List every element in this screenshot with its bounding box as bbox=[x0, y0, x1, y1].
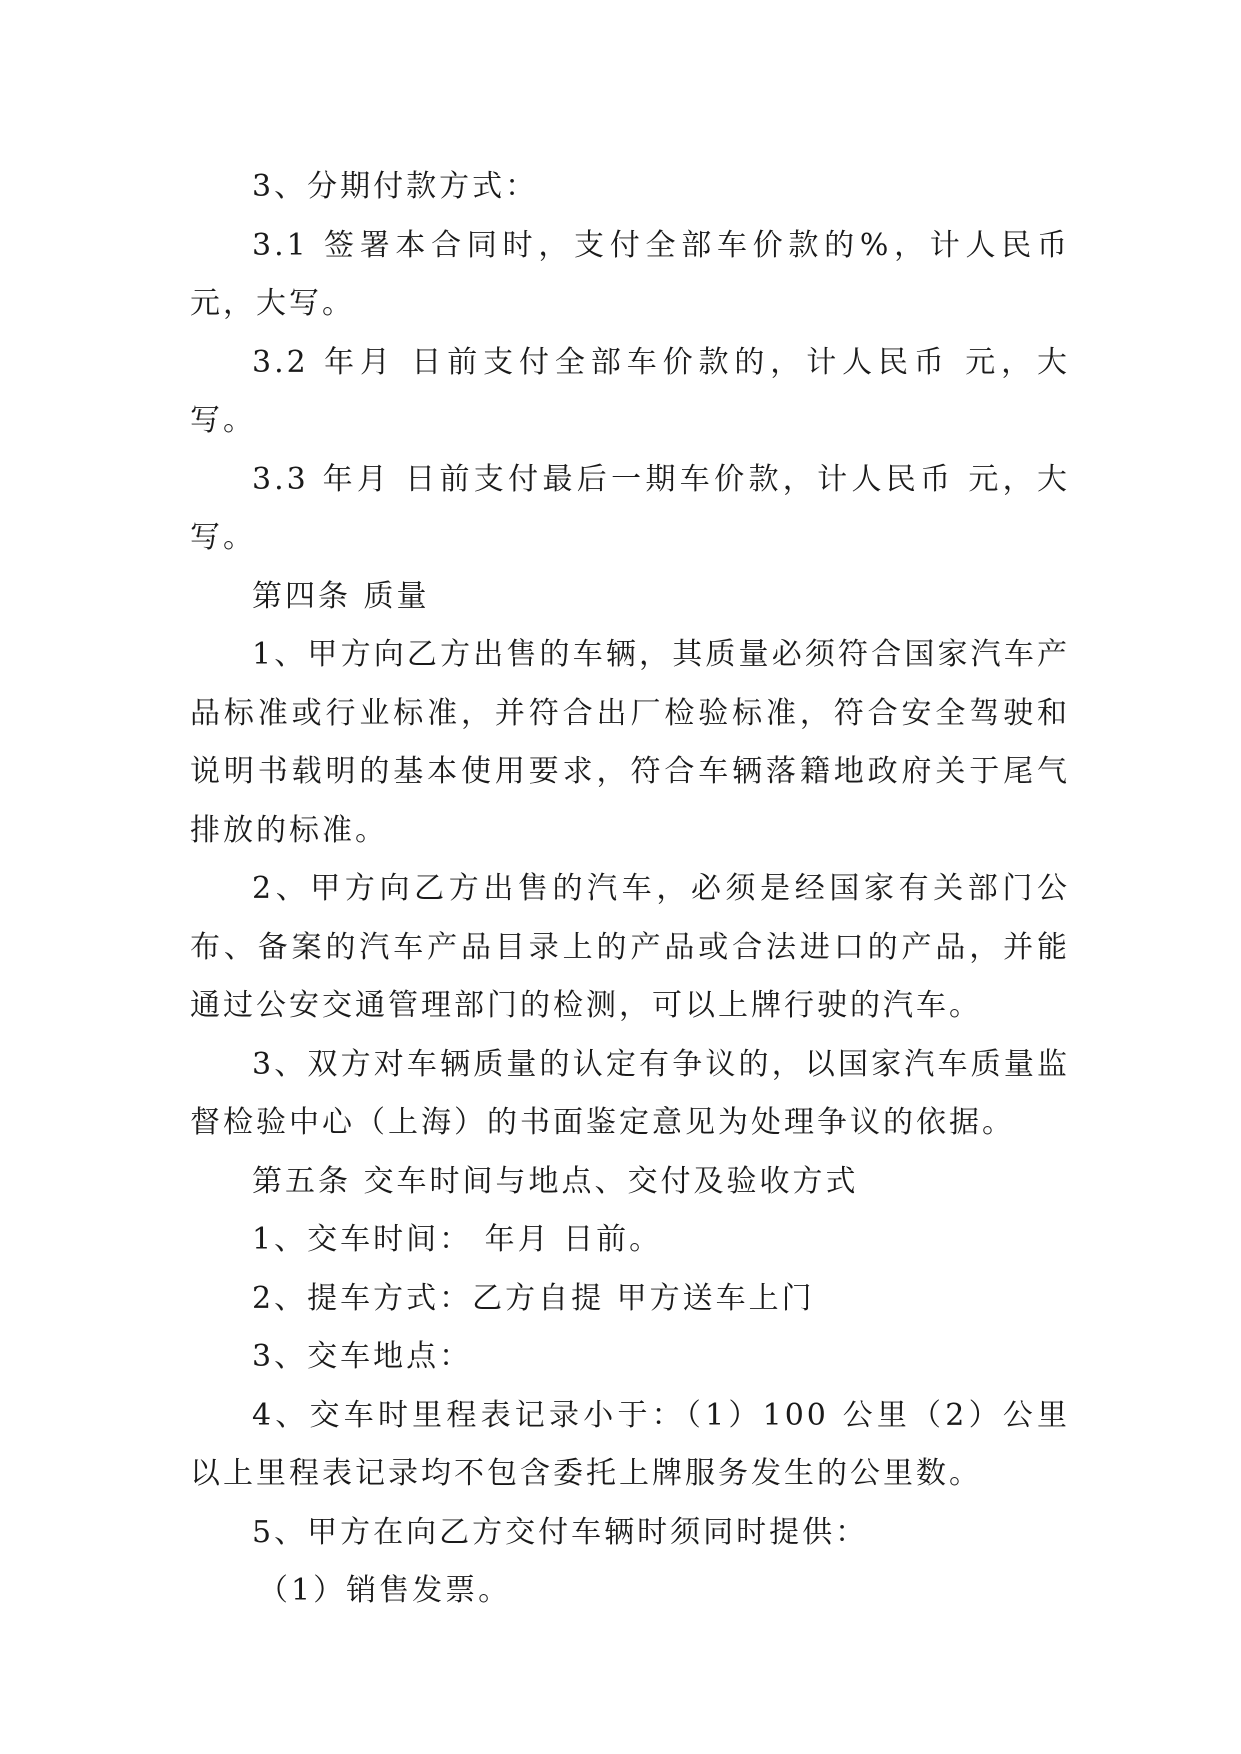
article-4-heading: 第四条 质量 bbox=[252, 578, 430, 614]
article-5-heading: 第五条 交车时间与地点、交付及验收方式 bbox=[252, 1163, 859, 1199]
article-5-clause-5: 5、甲方在向乙方交付车辆时须同时提供： bbox=[252, 1514, 869, 1550]
article-5-clause-5-item-1: （1）销售发票。 bbox=[258, 1573, 512, 1608]
paragraph-installment-3-1: 3.1 签署本合同时，支付全部车价款的%，计人民币 元，大写。 bbox=[190, 227, 1070, 321]
article-5-clause-2: 2、提车方式：乙方自提 甲方送车上门 bbox=[252, 1280, 815, 1316]
article-4-clause-1: 1、甲方向乙方出售的车辆，其质量必须符合国家汽车产品标准或行业标准，并符合出厂检验标准，符合安全驾驶和说明书载明的基本使用要求，符合车辆落籍地政府关于尾气排放的标准。 bbox=[190, 637, 1070, 848]
paragraph-installment-heading: 3、分期付款方式： bbox=[252, 169, 539, 204]
article-5-clause-4: 4、交车时里程表记录小于：（1）100 公里（2）公里以上里程表记录均不包含委托上牌服务发生的公里数。 bbox=[190, 1397, 1070, 1491]
article-5-clause-3: 3、交车地点： bbox=[252, 1339, 473, 1374]
article-4-clause-3: 3、双方对车辆质量的认定有争议的，以国家汽车质量监督检验中心（上海）的书面鉴定意见为处理争议的依据。 bbox=[190, 1046, 1070, 1140]
article-5-clause-1: 1、交车时间： 年月 日前。 bbox=[252, 1222, 663, 1257]
document-body bbox=[190, 158, 1070, 1621]
article-4-clause-2: 2、甲方向乙方出售的汽车，必须是经国家有关部门公布、备案的汽车产品目录上的产品或合法进口的产品，并能通过公安交通管理部门的检测，可以上牌行驶的汽车。 bbox=[190, 871, 1070, 1023]
paragraph-installment-3-2: 3.2 年月 日前支付全部车价款的，计人民币 元，大写。 bbox=[190, 344, 1070, 438]
paragraph-installment-3-3: 3.3 年月 日前支付最后一期车价款，计人民币 元，大写。 bbox=[190, 461, 1070, 555]
